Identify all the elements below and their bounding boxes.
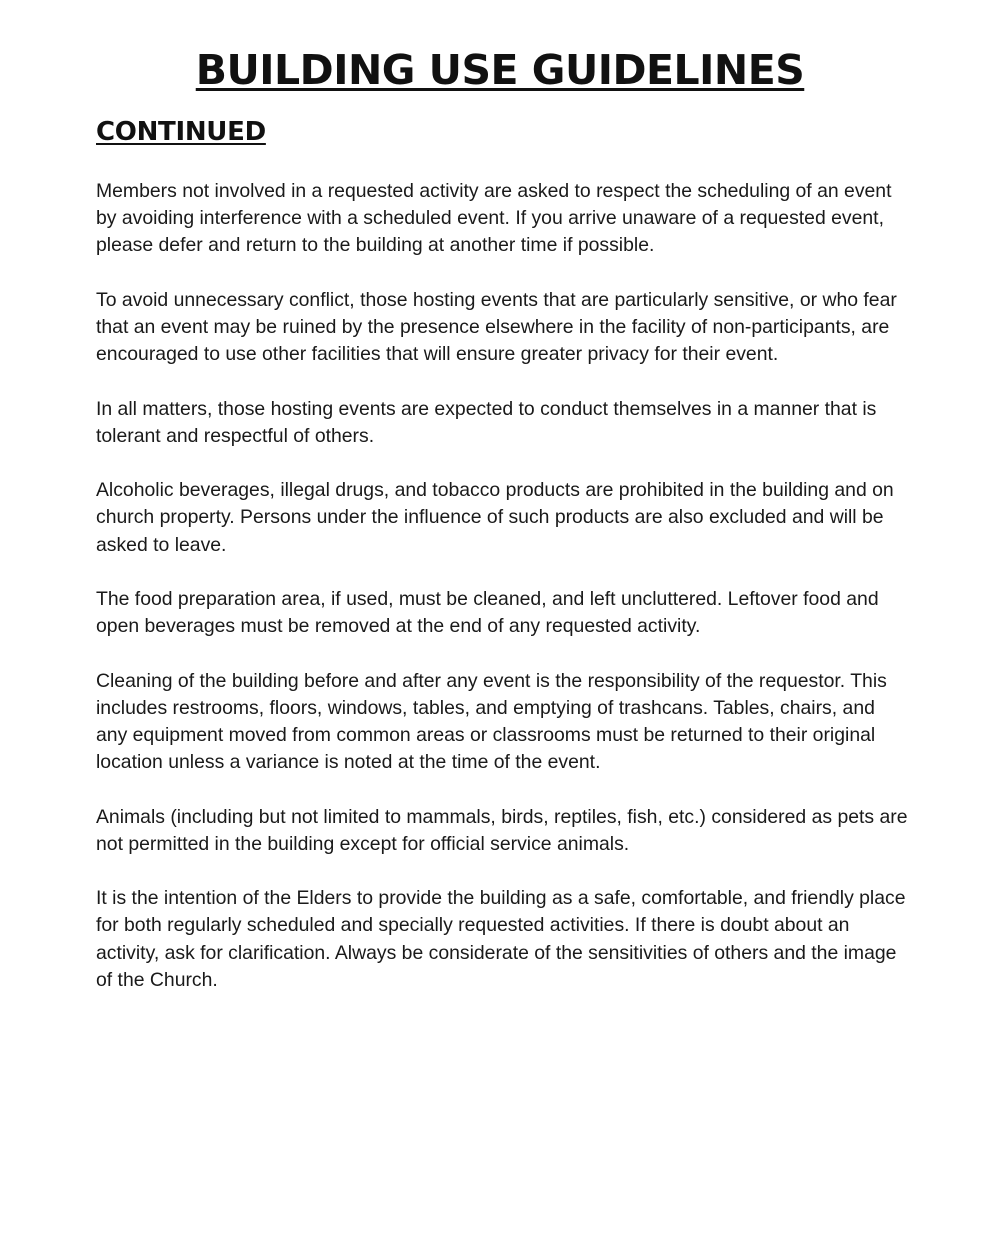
- paragraph-conduct: In all matters, those hosting events are expected to conduct themselves in a manner that is tolerant and respectful of others.: [96, 397, 877, 447]
- paragraph-prohibited-substances: Alcoholic beverages, illegal drugs, and tobacco products are prohibited in the building and on church property. Persons under the influence of such products are also excluded and will be asked to leave.: [96, 479, 894, 556]
- page-title: [0, 42, 1000, 98]
- guidelines-body: [96, 178, 908, 1021]
- paragraph-privacy: To avoid unnecessary conflict, those hosting events that are particularly sensitive, or who fear that an event may be ruined by the presence elsewhere in the facility of non-participants, are encouraged to use other facilities that will ensure greater privacy for their event.: [96, 288, 897, 366]
- paragraph-food-preparation: The food preparation area, if used, must be cleaned, and left uncluttered. Leftover food and open beverages must be removed at the end of any requested activity.: [96, 587, 879, 638]
- paragraph-animals: Animals (including but not limited to mammals, birds, reptiles, fish, etc.) considered as pets are not permitted in the building except for official service animals.: [96, 805, 908, 855]
- paragraph-cleaning: Cleaning of the building before and after any event is the responsibility of the requestor. This includes restrooms, floors, windows, tables, and emptying of trashcans. Tables, chairs, and any equipment moved from common areas or classrooms must be returned to their original location unless a variance is noted at the time of the event.: [96, 669, 887, 774]
- paragraph-elders-intention: It is the intention of the Elders to provide the building as a safe, comfortable, and friendly place for both regularly scheduled and specially requested activities. If there is doubt about an activity, ask for clarification. Always be considerate of the sensitivities of others and the image of the Church.: [96, 887, 906, 991]
- page-title-text: BUILDING USE GUIDELINES: [195, 46, 805, 94]
- paragraph-scheduling: Members not involved in a requested activity are asked to respect the scheduling of an event by avoiding interference with a scheduled event. If you arrive unaware of a requested event, please defer and return to the building at another time if possible.: [96, 180, 892, 257]
- page-subtitle: CONTINUED: [96, 117, 266, 147]
